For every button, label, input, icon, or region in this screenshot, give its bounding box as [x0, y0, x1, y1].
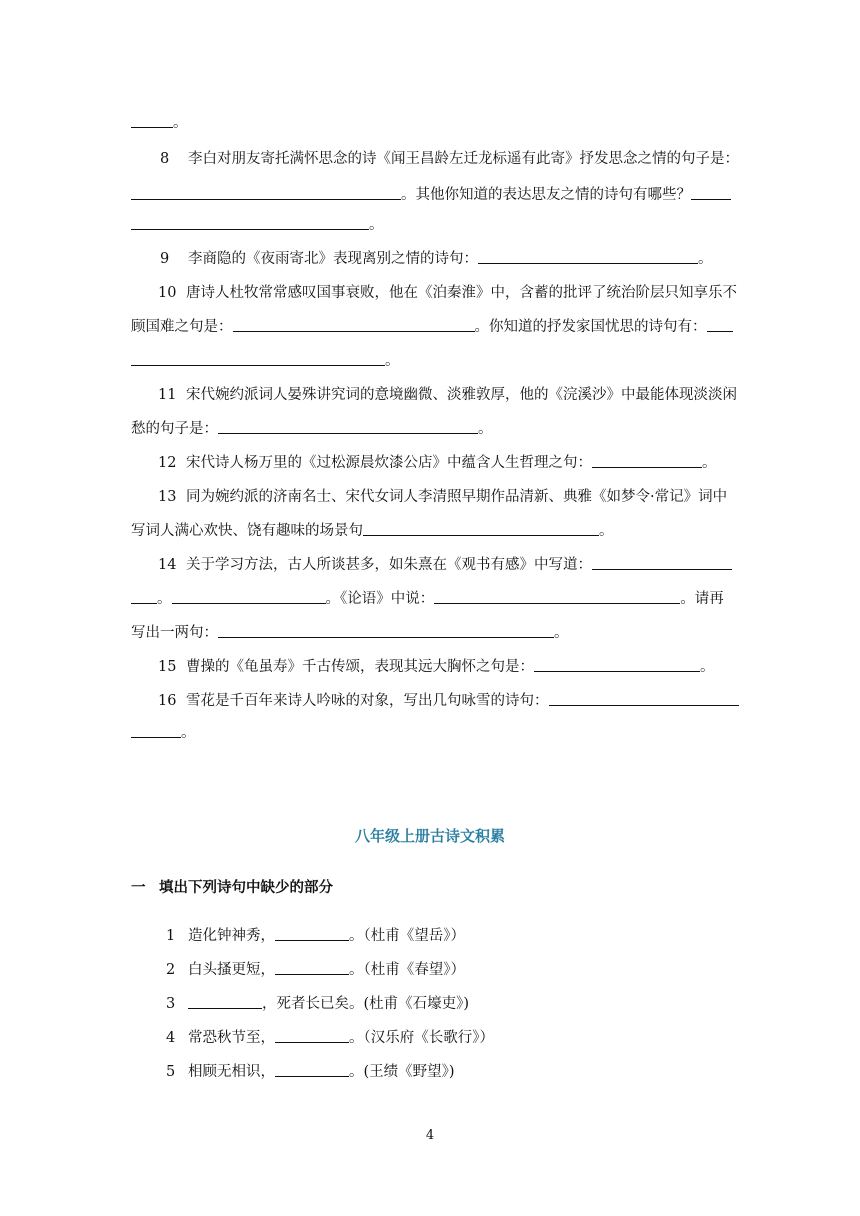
- text-line: [131, 520, 731, 542]
- question-text: 写出一两句：: [131, 625, 218, 641]
- answer-blank[interactable]: [275, 926, 349, 941]
- item-number: 5: [166, 1064, 176, 1080]
- answer-blank[interactable]: [275, 1028, 349, 1043]
- item-number: 3: [166, 996, 176, 1012]
- answer-blank[interactable]: [131, 185, 401, 200]
- question-12: [158, 452, 729, 474]
- text: 。: [385, 353, 400, 369]
- answer-blank[interactable]: [592, 453, 702, 468]
- question-11: [158, 384, 737, 406]
- question-number: 11: [158, 387, 177, 403]
- text-line: [131, 112, 731, 134]
- item-text: 。（杜甫《春望》）: [349, 962, 465, 978]
- question-text: 。其他你知道的表达思友之情的诗句有哪些？: [401, 187, 691, 203]
- fill-item-4: [166, 1027, 494, 1049]
- answer-blank[interactable]: [131, 351, 385, 366]
- question-text: 写词人满心欢快、饶有趣味的场景句: [131, 523, 363, 539]
- question-text: 宋代婉约派词人晏殊讲究词的意境幽微、淡雅敦厚，他的《浣溪沙》中最能体现淡淡闲: [186, 387, 737, 403]
- section-title: [131, 876, 333, 897]
- item-text: 相顾无相识，: [188, 1064, 275, 1080]
- question-number: 12: [158, 455, 177, 471]
- question-text: 李白对朋友寄托满怀思念的诗《闻王昌龄左迁龙标遥有此寄》抒发思念之情的句子是：: [188, 151, 739, 167]
- answer-blank[interactable]: [218, 419, 478, 434]
- item-text: 造化钟神秀，: [188, 928, 275, 944]
- text: 。: [554, 625, 569, 641]
- text: 。: [173, 115, 188, 131]
- fill-item-2: [166, 959, 465, 981]
- answer-blank[interactable]: [131, 589, 157, 604]
- question-text: 同为婉约派的济南名士、宋代女词人李清照早期作品清新、典雅《如梦令·常记》词中: [186, 489, 728, 505]
- question-number: 15: [158, 659, 177, 675]
- answer-blank[interactable]: [131, 113, 173, 128]
- answer-blank[interactable]: [478, 249, 698, 264]
- answer-blank[interactable]: [218, 623, 554, 638]
- item-number: 1: [166, 928, 176, 944]
- text-line: [131, 588, 731, 610]
- text: 。: [700, 659, 715, 675]
- question-text: 关于学习方法，古人所谈甚多，如朱熹在《观书有感》中写道：: [186, 557, 592, 573]
- question-15: [158, 656, 729, 678]
- text-line: [131, 722, 731, 744]
- item-text: 白头搔更短，: [188, 962, 275, 978]
- text: 。: [369, 217, 384, 233]
- answer-blank[interactable]: [549, 691, 739, 706]
- page-number: 4: [425, 1128, 435, 1143]
- item-text: 常恐秋节至，: [188, 1030, 275, 1046]
- answer-blank[interactable]: [707, 317, 733, 332]
- question-text: 顾国难之句是：: [131, 319, 233, 335]
- text: 。: [698, 251, 713, 267]
- question-number: 10: [158, 285, 177, 301]
- text-line: [131, 184, 731, 206]
- item-text: 。（汉乐府《长歌行》）: [349, 1030, 494, 1046]
- question-text: 李商隐的《夜雨寄北》表现离别之情的诗句：: [188, 251, 478, 267]
- question-14: [158, 554, 729, 576]
- answer-blank[interactable]: [275, 1062, 349, 1077]
- text: 。: [478, 421, 493, 437]
- text: 。: [702, 455, 717, 471]
- answer-blank[interactable]: [434, 589, 680, 604]
- answer-blank[interactable]: [131, 723, 181, 738]
- answer-blank[interactable]: [172, 589, 326, 604]
- section-number: 一: [131, 880, 146, 896]
- question-text: 愁的句子是：: [131, 421, 218, 437]
- question-9: [160, 248, 731, 270]
- item-number: 2: [166, 962, 176, 978]
- text-line: [131, 622, 731, 644]
- text-line: [131, 214, 731, 236]
- answer-blank[interactable]: [131, 215, 369, 230]
- question-number: 16: [158, 693, 177, 709]
- answer-blank[interactable]: [592, 555, 732, 570]
- question-text: 。《论语》中说：: [325, 591, 435, 607]
- answer-blank[interactable]: [275, 960, 349, 975]
- text: 。: [157, 591, 172, 607]
- fill-item-3: [166, 993, 469, 1015]
- section-heading: 八年级上册古诗文积累: [354, 827, 505, 845]
- item-text: 。（杜甫《望岳》）: [349, 928, 465, 944]
- text-line: [131, 418, 731, 440]
- question-number: 9: [160, 251, 170, 267]
- answer-blank[interactable]: [188, 994, 262, 1009]
- question-text: 曹操的《龟虽寿》千古传颂，表现其远大胸怀之句是：: [186, 659, 534, 675]
- fill-item-5: [166, 1061, 455, 1083]
- item-number: 4: [166, 1030, 176, 1046]
- text-line: [131, 350, 731, 372]
- question-text: 宋代诗人杨万里的《过松源晨炊漆公店》中蕴含人生哲理之句：: [186, 455, 592, 471]
- section-title-text: 填出下列诗句中缺少的部分: [159, 880, 333, 896]
- fill-item-1: [166, 925, 465, 947]
- question-text: 。请再: [680, 591, 724, 607]
- text-line: [131, 316, 731, 338]
- text: 。: [181, 725, 196, 741]
- question-10: [158, 282, 737, 304]
- question-text: 雪花是千百年来诗人吟咏的对象，写出几句咏雪的诗句：: [186, 693, 549, 709]
- answer-blank[interactable]: [363, 521, 599, 536]
- question-16: [158, 690, 729, 712]
- question-text: 唐诗人杜牧常常感叹国事衰败，他在《泊秦淮》中，含蓄的批评了统治阶层只知享乐不: [186, 285, 737, 301]
- question-number: 14: [158, 557, 177, 573]
- question-number: 8: [160, 151, 170, 167]
- question-text: 。你知道的抒发家国忧思的诗句有：: [474, 319, 707, 335]
- question-13: [158, 486, 729, 508]
- item-text: 。(王绩《野望》): [349, 1064, 455, 1080]
- question-number: 13: [158, 489, 177, 505]
- question-8: [160, 148, 739, 170]
- item-text: ，死者长已矣。(杜甫《石壕吏》): [262, 996, 470, 1012]
- answer-blank[interactable]: [233, 317, 475, 332]
- answer-blank[interactable]: [534, 657, 700, 672]
- answer-blank[interactable]: [691, 185, 731, 200]
- text: 。: [599, 523, 614, 539]
